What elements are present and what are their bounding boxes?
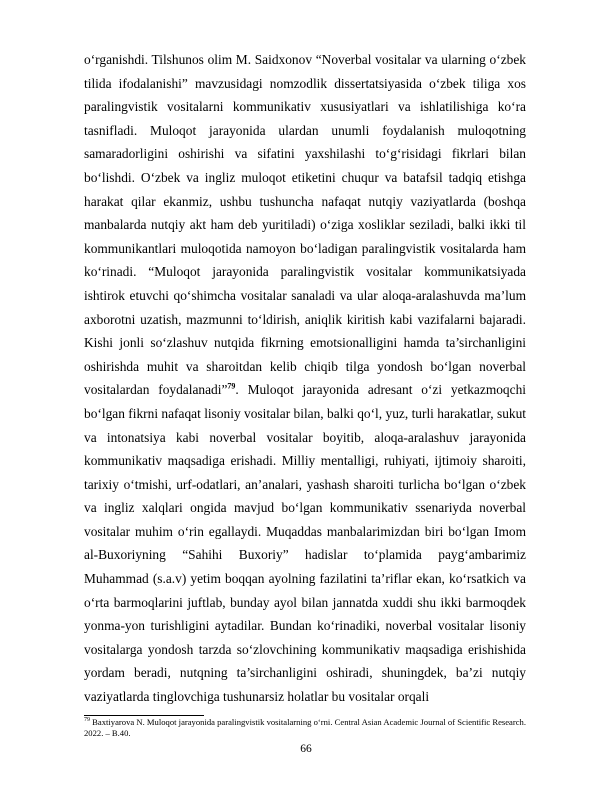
footnote-text: Baxtiyarova N. Muloqot jarayonida paralingvistik vositalarning o‘rni. Central Asian Academic Journal of Scientific Research. 2022. – B.40. bbox=[84, 717, 526, 738]
paragraph-text-part2: . Muloqot jarayonida adresant o‘zi yetkazmoqchi bo‘lgan fikrni nafaqat lisoniy vositalar bilan, balki qo‘l, yuz, turli harakatlar, sukut va intonatsiya kabi noverbal vositalar boyitib, aloqa-aralashuv jarayonida kommunikativ maqsadiga erishadi. Milliy mentalligi, ruhiyati, ijtimoiy sharoiti, tarixiy o‘tmishi, urf-odatlari, an’analari, yashash sharoiti turlicha bo‘lgan o‘zbek va ingliz xalqlari ongida mavjud bo‘lgan kommunikativ ssenariyda noverbal vositalar muhim o‘rin egallaydi. Muqaddas manbalarimizdan biri bo‘lgan Imom al-Buxoriyning “Sahihi Buxoriy” hadislar to‘plamida payg‘ambarimiz Muhammad (s.a.v) yetim boqqan ayolning fazilatini ta’riflar ekan, ko‘rsatkich va o‘rta barmoqlarini juftlab, bunday ayol bilan jannatda xuddi shu ikki barmoqdek yonma-yon turishligini aytadilar. Bundan ko‘rinadiki, noverbal vositalar lisoniy vositalarga yondosh tarzda so‘zlovchining kommunikativ maqsadiga erishishida yordam beradi, nutqning ta’sirchanligini oshiradi, shuningdek, ba’zi nutqiy vaziyatlarda tinglovchiga tushunarsiz holatlar bu vositalar orqali bbox=[84, 382, 526, 705]
footnote-reference[interactable]: 79 bbox=[227, 381, 236, 391]
body-paragraph bbox=[84, 48, 526, 709]
paragraph-text-part1: o‘rganishdi. Tilshunos olim M. Saidxonov “Noverbal vositalar va ularning o‘zbek tilida ifodalanishi” mavzusidagi nomzodlik dissertatsiyasida o‘zbek tiliga xos paralingvistik vositalarni kommunikativ xususiyatlari va ishlatilishiga ko‘ra tasnifladi. Muloqot jarayonida ulardan unumli foydalanish muloqotning samaradorligini oshirishi va sifatini yaxshilashi to‘g‘risidagi fikrlari bilan bo‘lishdi. O‘zbek va ingliz muloqot etiketini chuqur va batafsil tadqiq etishga harakat qilar ekanmiz, ushbu tushuncha nafaqat nutqiy vaziyatlarda (boshqa manbalarda nutqiy akt ham deb yuritiladi) o‘ziga xosliklar seziladi, balki ikki til kommunikantlari muloqotida namoyon bo‘ladigan paralingvistik vositalarda ham ko‘rinadi. “Muloqot jarayonida paralingvistik vositalar kommunikatsiyada ishtirok etuvchi qo‘shimcha vositalar sanaladi va ular aloqa-aralashuvda ma’lum axborotni uzatish, mazmunni to‘ldirish, aniqlik kiritish kabi vazifalarni bajaradi. Kishi jonli so‘zlashuv nutqida fikrning emotsionalligini hamda ta’sirchanligini oshirishda muhit va sharoitdan kelib chiqib tilga yondosh bo‘lgan noverbal vositalardan foydalanadi” bbox=[84, 52, 526, 398]
page-number: 66 bbox=[300, 743, 312, 755]
footnote-separator bbox=[84, 715, 204, 716]
footnote bbox=[84, 717, 526, 739]
footnote-number: 79 bbox=[84, 717, 90, 724]
